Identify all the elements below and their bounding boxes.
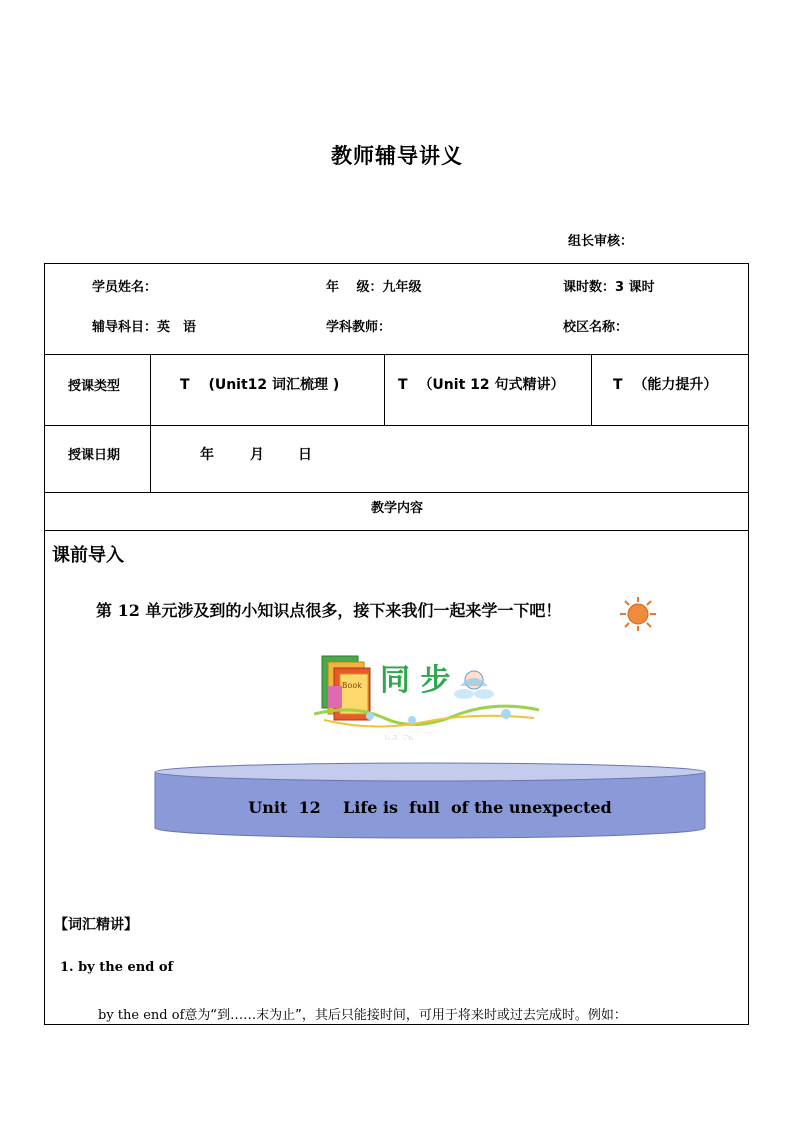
table-divider xyxy=(44,492,749,493)
lesson-type-3-text: （能力提升） xyxy=(633,377,718,393)
logo-book-text: Book xyxy=(342,681,362,690)
content-header: 教学内容 xyxy=(370,501,423,516)
date-month[interactable]: 月 xyxy=(250,447,264,463)
vocab-item-1-cn: 意为“到……末为止”，其后只能接时间，可用于将来时或过去完成时。例如： xyxy=(184,1008,627,1023)
grade-field: 年 级：九年级 xyxy=(326,280,422,295)
lesson-type-3-letter: T xyxy=(613,377,623,393)
lesson-type-1-text: (Unit12 词汇梳理 ) xyxy=(208,377,340,393)
vocab-item-1-en: by the end of xyxy=(98,1008,185,1023)
unit-banner-text: Unit 12 Life is full of the unexpected xyxy=(248,798,612,817)
lesson-type-2[interactable] xyxy=(398,374,565,394)
books-fairy-logo xyxy=(314,648,539,740)
student-name-field[interactable]: 学员姓名： xyxy=(92,280,158,295)
table-divider xyxy=(44,530,749,531)
lesson-type-2-text: （Unit 12 句式精讲） xyxy=(418,377,565,393)
teacher-field[interactable]: 学科教师： xyxy=(326,320,392,335)
date-day[interactable]: 日 xyxy=(298,447,312,463)
vocab-heading: 【词汇精讲】 xyxy=(54,917,138,933)
sun-icon xyxy=(618,596,658,632)
table-column-divider xyxy=(150,354,151,492)
table-column-divider xyxy=(591,354,592,425)
lesson-type-2-letter: T xyxy=(398,377,408,393)
lesson-date-label: 授课日期 xyxy=(68,448,121,463)
hours-field: 课时数：3 课时 xyxy=(563,280,655,295)
vocab-item-1-title: 1. by the end of xyxy=(60,960,174,975)
subject-field: 辅导科目：英 语 xyxy=(92,320,197,335)
page-title: 教师辅导讲义 xyxy=(331,143,463,168)
logo-text: 同 步 xyxy=(380,663,451,698)
intro-text: 第 12 单元涉及到的小知识点很多，接下来我们一起来学一下吧！ xyxy=(96,601,562,620)
logo-graphic xyxy=(314,648,539,740)
table-column-divider xyxy=(384,354,385,425)
reviewer-label: 组长审核： xyxy=(568,234,634,249)
campus-field[interactable]: 校区名称： xyxy=(563,320,629,335)
lesson-type-3[interactable] xyxy=(613,374,717,394)
vocab-item-1-explain xyxy=(98,1004,627,1023)
date-year[interactable]: 年 xyxy=(200,447,214,463)
logo-reflection: 同 步 xyxy=(384,732,417,740)
lesson-type-label: 授课类型 xyxy=(68,379,121,394)
lesson-type-1-letter: T xyxy=(180,377,190,393)
lesson-type-1[interactable] xyxy=(180,374,339,394)
intro-heading: 课前导入 xyxy=(52,545,124,566)
